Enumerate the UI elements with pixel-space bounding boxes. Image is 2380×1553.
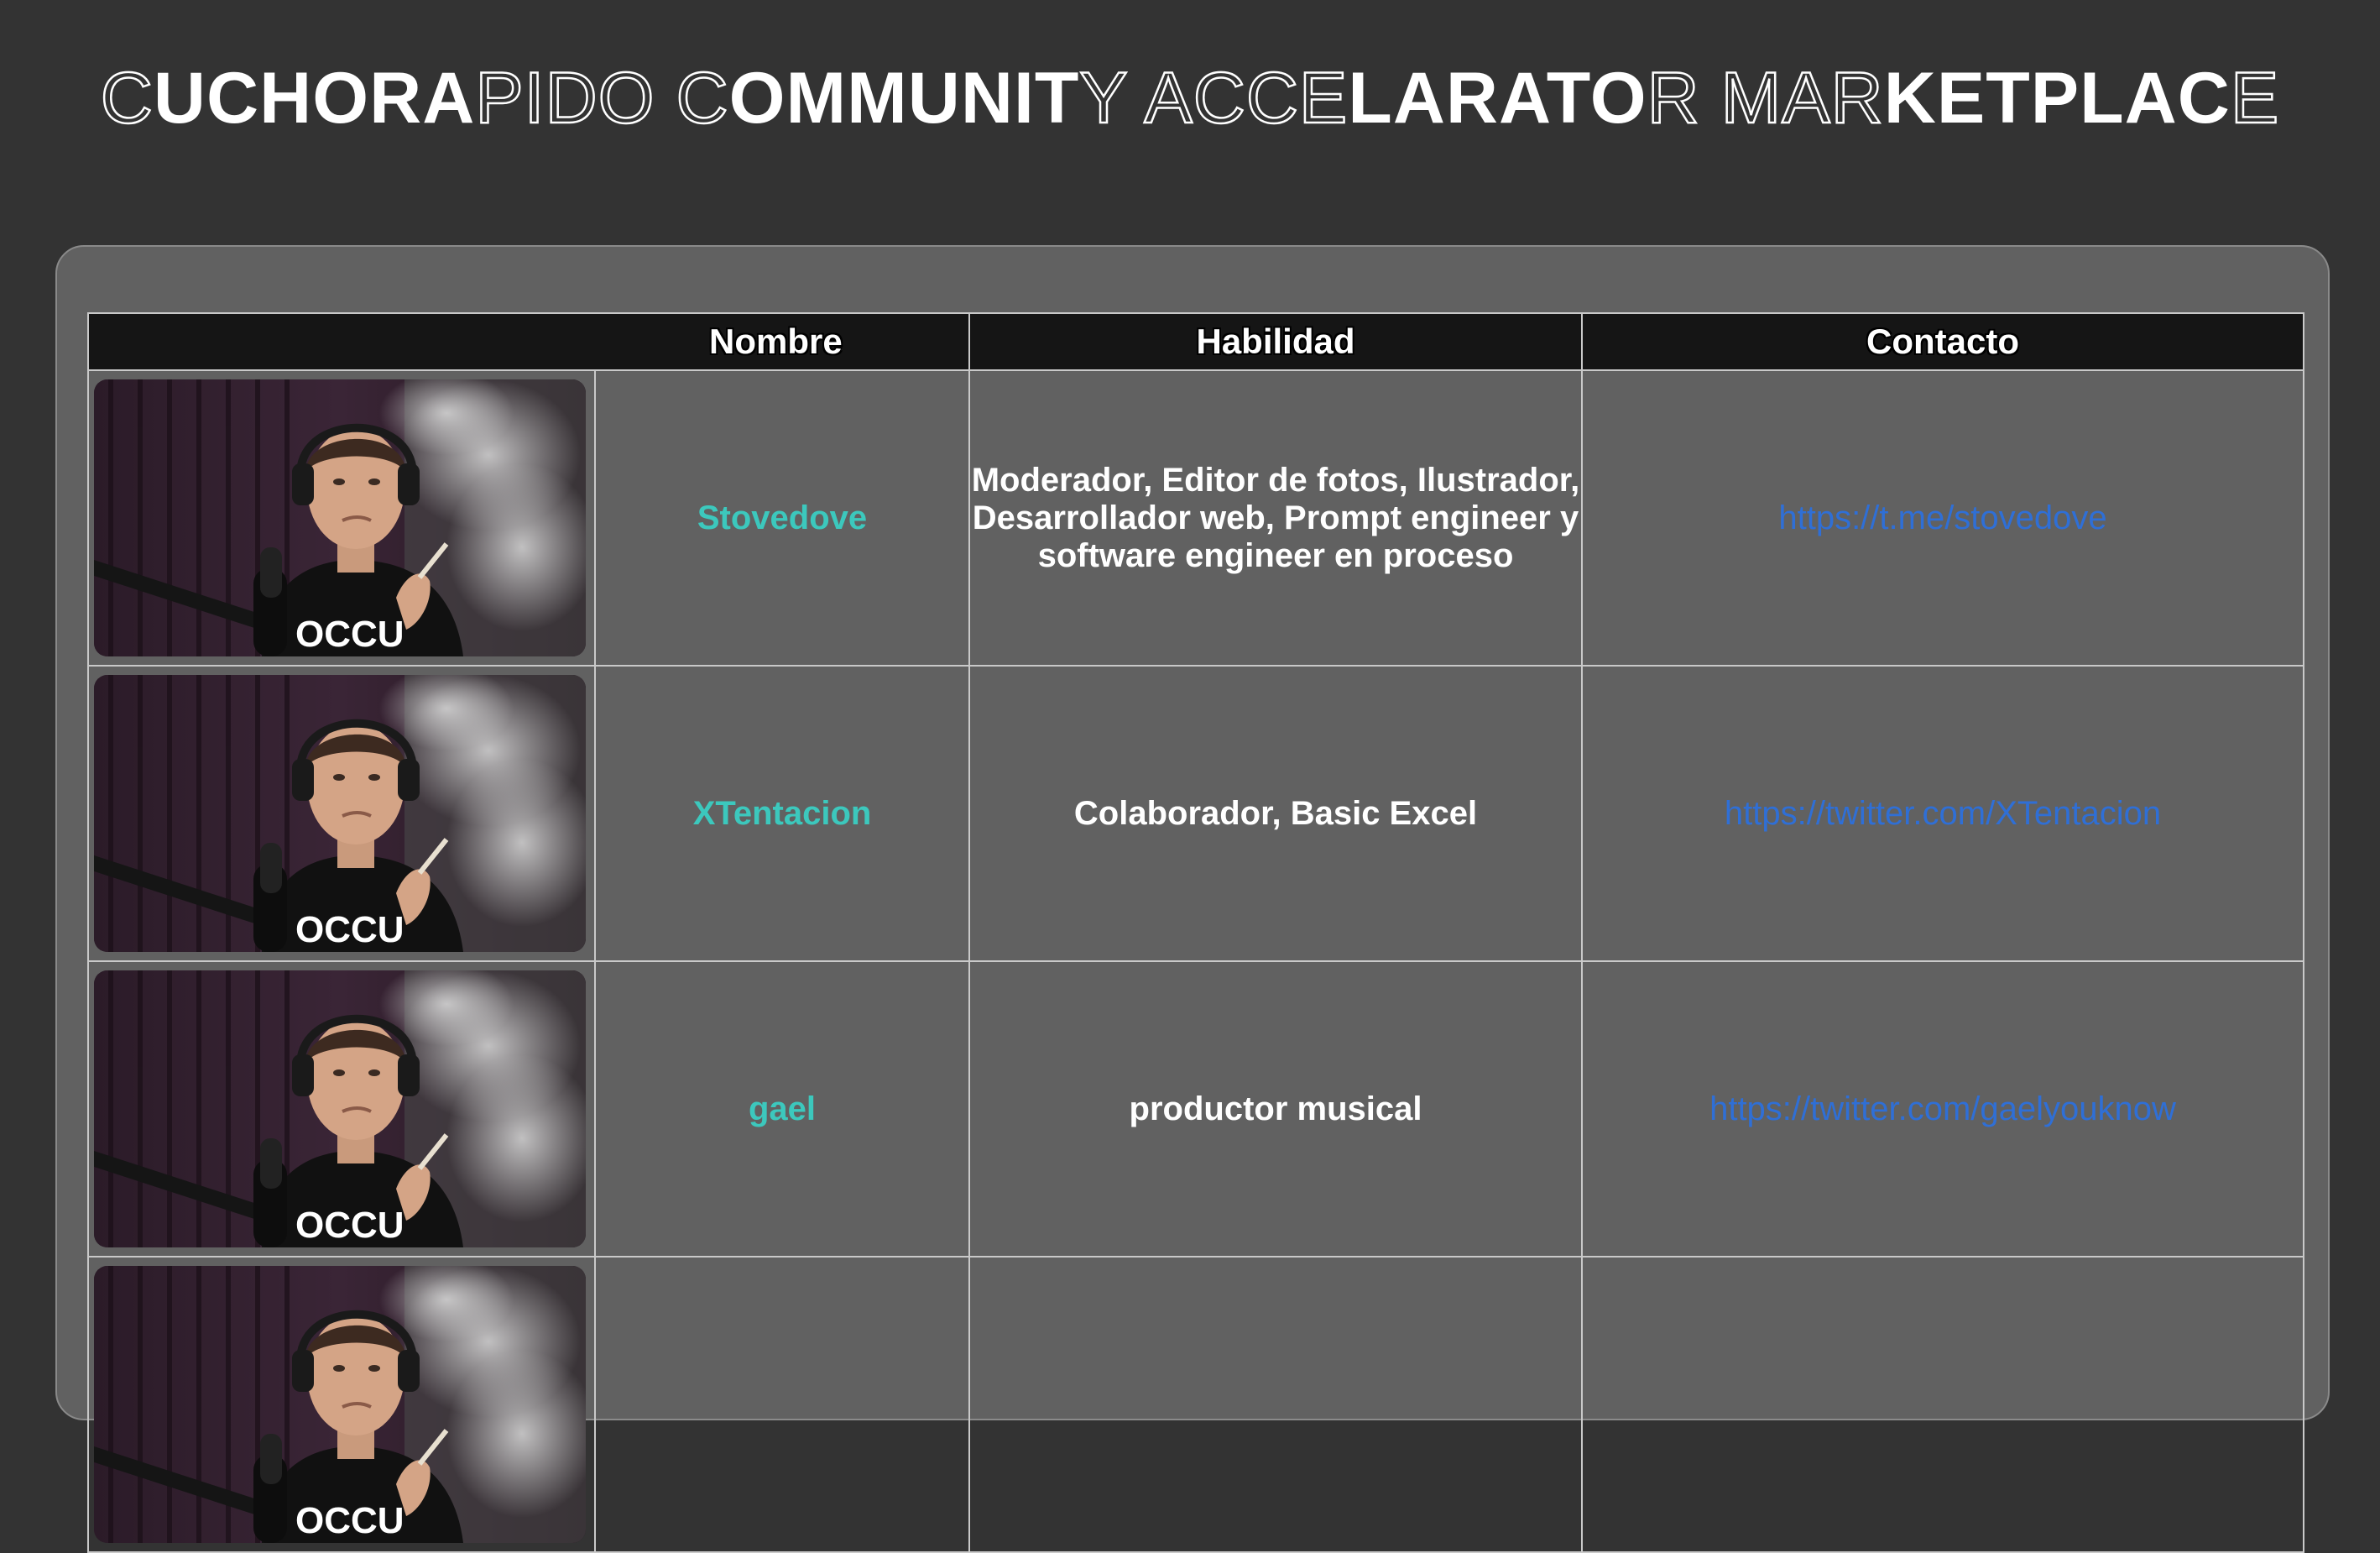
- member-name: XTentacion: [595, 666, 969, 961]
- photo-cell: [88, 1257, 595, 1552]
- title-segment: Y ACC: [1079, 58, 1299, 139]
- member-photo: [94, 379, 586, 656]
- contact-column-header: Contacto: [1582, 313, 2304, 370]
- member-name: Stovedove: [595, 370, 969, 666]
- photo-cell: [88, 961, 595, 1257]
- member-photo: [94, 675, 586, 952]
- table-row: [88, 961, 2304, 1257]
- skill-column-header: Habilidad: [969, 313, 1582, 370]
- svg-text:OCCU: OCCU: [295, 1205, 404, 1246]
- title-segment: R MAR: [1647, 58, 1884, 139]
- member-skill: productor musical: [969, 961, 1582, 1257]
- member-name: [595, 1257, 969, 1552]
- title-segment: E: [1298, 58, 1349, 139]
- title-segment: KETPLAC: [1883, 58, 2231, 139]
- svg-text:OCCU: OCCU: [295, 909, 404, 950]
- member-skill: Moderador, Editor de fotos, Ilustrador, Desarrollador web, Prompt engineer y software engineer en proceso: [969, 370, 1582, 666]
- contact-link[interactable]: https://twitter.com/XTentacion: [1724, 794, 2162, 832]
- contact-cell: [1582, 961, 2304, 1257]
- contact-link[interactable]: https://t.me/stovedove: [1778, 499, 2107, 536]
- name-column-header: Nombre: [595, 313, 969, 370]
- svg-text:OCCU: OCCU: [295, 614, 404, 655]
- member-skill: Colaborador, Basic Excel: [969, 666, 1582, 961]
- title-segment: C: [100, 58, 154, 139]
- table-row: [88, 370, 2304, 666]
- member-name: gael: [595, 961, 969, 1257]
- title-segment: OMMUNIT: [728, 58, 1080, 139]
- photo-column-header: [88, 313, 595, 370]
- photo-cell: [88, 666, 595, 961]
- contact-cell: [1582, 1257, 2304, 1552]
- photo-cell: [88, 370, 595, 666]
- table-row: [88, 1257, 2304, 1552]
- contact-cell: [1582, 666, 2304, 961]
- title-segment: E: [2230, 58, 2280, 139]
- title-segment: C: [676, 58, 729, 139]
- member-skill: [969, 1257, 1582, 1552]
- contact-cell: [1582, 370, 2304, 666]
- page-title: [0, 52, 2380, 144]
- table-row: [88, 666, 2304, 961]
- table-header-row: [88, 313, 2304, 370]
- title-segment: PIDO: [475, 58, 676, 139]
- contact-link[interactable]: https://twitter.com/gaelyouknow: [1709, 1090, 2176, 1127]
- member-photo: [94, 970, 586, 1247]
- title-segment: LARATO: [1348, 58, 1647, 139]
- svg-text:OCCU: OCCU: [295, 1500, 404, 1541]
- member-table: [87, 312, 2304, 1553]
- title-segment: UCHORA: [153, 58, 476, 139]
